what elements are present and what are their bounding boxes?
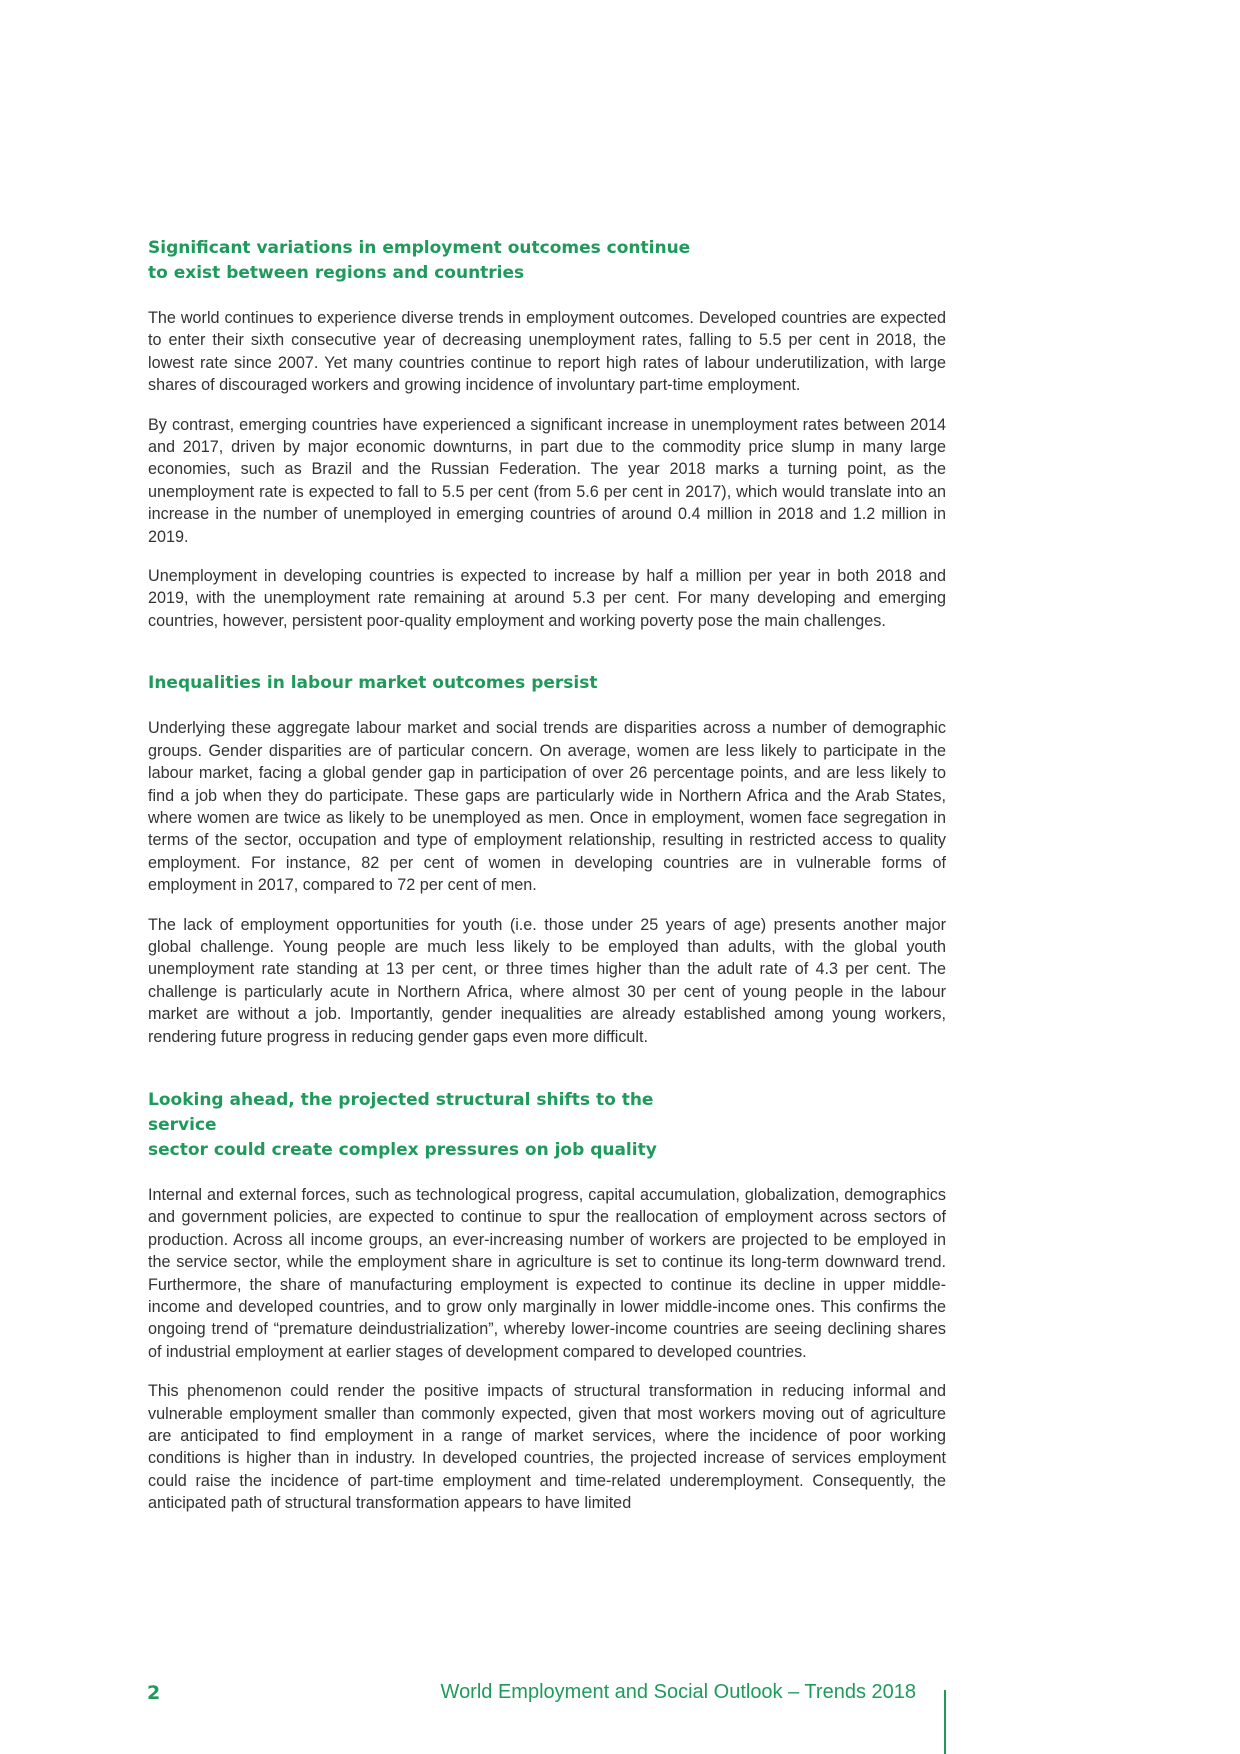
section-structural-shifts	[148, 1088, 946, 1515]
heading-line: sector could create complex pressures on job quality	[148, 1139, 657, 1160]
body-paragraph: The world continues to experience diverse trends in employment outcomes. Developed countries are expected to enter their sixth consecutive year of decreasing unemployment rates, falling to 5.5 per cent in 2018, the lowest rate since 2007. Yet many countries continue to report high rates of labour underutilization, with large shares of discouraged workers and growing incidence of involuntary part-time employment.	[148, 309, 946, 395]
heading-line: Inequalities in labour market outcomes persist	[148, 673, 598, 694]
body-paragraph: This phenomenon could render the positive impacts of structural transformation in reducing informal and vulnerable employment smaller than commonly expected, given that most workers moving out of agriculture are anticipated to find employment in a range of market services, where the incidence of poor working conditions is higher than in industry. In developed countries, the projected increase of services employment could raise the incidence of part-time employment and time-related underemployment. Consequently, the anticipated path of structural transformation appears to have limited	[148, 1382, 946, 1513]
page-content	[148, 236, 946, 1555]
heading-line: Looking ahead, the projected structural shifts to the service	[148, 1089, 654, 1135]
body-paragraph: The lack of employment opportunities for youth (i.e. those under 25 years of age) presents another major global challenge. Young people are much less likely to be employed than adults, with the global youth unemployment rate standing at 13 per cent, or three times higher than the adult rate of 4.3 per cent. The challenge is particularly acute in Northern Africa, where almost 30 per cent of young people in the labour market are without a job. Importantly, gender inequalities are already established among young workers, rendering future progress in reducing gender gaps even more difficult.	[148, 915, 946, 1046]
publication-title: World Employment and Social Outlook – Trends 2018	[440, 1681, 916, 1703]
section-heading	[148, 671, 708, 696]
section-inequalities	[148, 671, 946, 1048]
body-paragraph: Underlying these aggregate labour market and social trends are disparities across a number of demographic groups. Gender disparities are of particular concern. On average, women are less likely to participate in the labour market, facing a global gender gap in participation of over 26 percentage points, and are less likely to find a job when they do participate. These gaps are particularly wide in Northern Africa and the Arab States, where women are twice as likely to be unemployed as men. Once in employment, women face segregation in terms of the sector, occupation and type of employment relationship, resulting in restricted access to quality employment. For instance, 82 per cent of women in developing countries are in vulnerable forms of employment in 2017, compared to 72 per cent of men.	[148, 719, 946, 895]
body-paragraph: By contrast, emerging countries have experienced a significant increase in unemployment rates between 2014 and 2017, driven by major economic downturns, in part due to the commodity price slump in many large economies, such as Brazil and the Russian Federation. The year 2018 marks a turning point, as the unemployment rate is expected to fall to 5.5 per cent (from 5.6 per cent in 2017), which would translate into an increase in the number of unemployed in emerging countries of around 0.4 million in 2018 and 1.2 million in 2019.	[148, 415, 946, 546]
body-paragraph: Unemployment in developing countries is expected to increase by half a million per year in both 2018 and 2019, with the unemployment rate remaining at around 5.3 per cent. For many developing and emerging countries, however, persistent poor-quality employment and working poverty pose the main challenges.	[148, 567, 946, 630]
heading-line: to exist between regions and countries	[148, 263, 525, 283]
page-number: 2	[147, 1682, 161, 1704]
section-heading	[148, 236, 708, 286]
section-heading	[148, 1088, 708, 1163]
heading-line: Significant variations in employment outcomes continue	[148, 238, 691, 258]
body-paragraph: Internal and external forces, such as technological progress, capital accumulation, globalization, demographics and government policies, are expected to continue to spur the reallocation of employment across sectors of production. Across all income groups, an ever-increasing number of workers are projected to be employed in the service sector, while the employment share in agriculture is set to continue its long-term downward trend. Furthermore, the share of manufacturing employment is expected to continue its decline in upper middle-income and developed countries, and to grow only marginally in lower middle-income ones. This confirms the ongoing trend of “premature deindustrialization”, whereby lower-income countries are seeing declining shares of industrial employment at earlier stages of development compared to developed countries.	[148, 1185, 946, 1361]
footer-divider	[944, 1690, 946, 1754]
section-regional-variations	[148, 236, 946, 632]
